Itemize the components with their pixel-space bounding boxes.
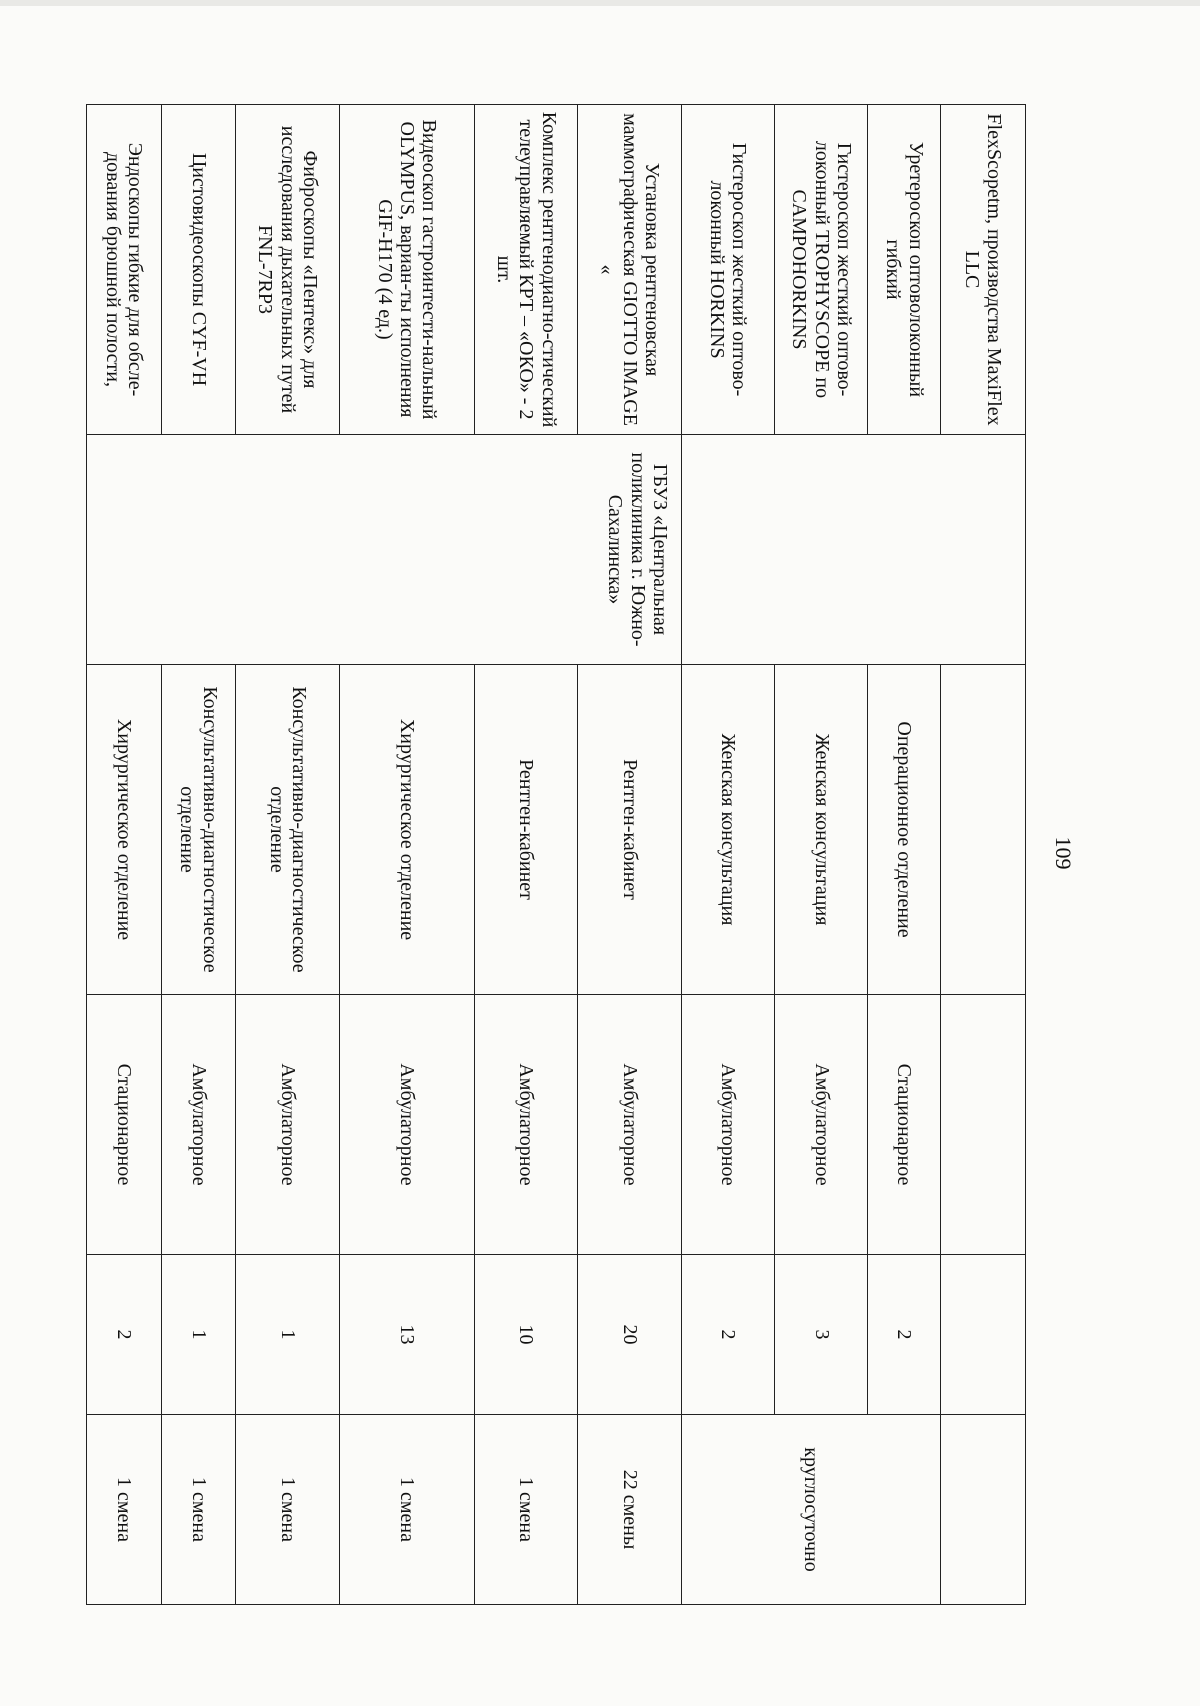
care-type-cell: Амбулаторное: [339, 995, 474, 1255]
page-number: 109: [1051, 836, 1076, 870]
department-cell: Консультативно-диагностическое отделение: [236, 665, 340, 995]
count-cell: 20: [578, 1255, 682, 1415]
table-row: [775, 105, 868, 1605]
table-row: [339, 105, 474, 1605]
shifts-cell: 1 смена: [339, 1415, 474, 1605]
care-type-cell: Амбулаторное: [236, 995, 340, 1255]
care-type-cell: Амбулаторное: [161, 995, 236, 1255]
table-row: [941, 105, 1026, 1605]
equipment-name-cell: Фиброскопы «Пентекс» для исследования дыхательных путей FNL-7RP3: [236, 105, 340, 435]
organization-cell: ГБУЗ «Центральная поликлиника г. Южно-Сахалинска»: [87, 435, 682, 665]
equipment-table: [86, 104, 1026, 1605]
count-cell: 10: [474, 1255, 578, 1415]
count-cell: 2: [681, 1255, 774, 1415]
department-cell: Хирургическое отделение: [339, 665, 474, 995]
department-cell: Хирургическое отделение: [87, 665, 162, 995]
department-cell: Рентген-кабинет: [578, 665, 682, 995]
equipment-name-cell: Видеоскоп гастроинтести-нальный OLYMPUS, вариан-ты исполнения GIF-H170 (4 ед.): [339, 105, 474, 435]
care-type-cell: Амбулаторное: [775, 995, 868, 1255]
shifts-cell: [941, 1415, 1026, 1605]
count-cell: 2: [868, 1255, 941, 1415]
department-cell: Рентген-кабинет: [474, 665, 578, 995]
equipment-name-cell: FlexScopetm, производства MaxiFlex LLC: [941, 105, 1026, 435]
care-type-cell: Стационарное: [87, 995, 162, 1255]
equipment-name-cell: Установка рентгеновская маммографическая GIOTTO IMAGE «: [578, 105, 682, 435]
table-row: [87, 105, 162, 1605]
care-type-cell: Стационарное: [868, 995, 941, 1255]
department-cell: Женская консультация: [775, 665, 868, 995]
count-cell: 1: [236, 1255, 340, 1415]
count-cell: 1: [161, 1255, 236, 1415]
equipment-name-cell: Уретероскоп оптоволоконный гибкий: [868, 105, 941, 435]
department-cell: Консультативно-диагностическое отделение: [161, 665, 236, 995]
care-type-cell: [941, 995, 1026, 1255]
shifts-cell: 1 смена: [87, 1415, 162, 1605]
equipment-name-cell: Цистовидеоскопы CYF-VH: [161, 105, 236, 435]
shifts-cell: 1 смена: [474, 1415, 578, 1605]
table-row: [868, 105, 941, 1605]
equipment-name-cell: Гистероскоп жесткий оптово-локонный TROPHYSCOPE по CAMPOHORKINS: [775, 105, 868, 435]
count-cell: 3: [775, 1255, 868, 1415]
shifts-cell: 1 смена: [236, 1415, 340, 1605]
table-row: [474, 105, 578, 1605]
table-row: [161, 105, 236, 1605]
care-type-cell: Амбулаторное: [474, 995, 578, 1255]
shifts-cell: 22 смены: [578, 1415, 682, 1605]
shifts-cell: круглосуточно: [681, 1415, 940, 1605]
department-cell: [941, 665, 1026, 995]
care-type-cell: Амбулаторное: [681, 995, 774, 1255]
equipment-table-wrapper: [86, 104, 1026, 1604]
equipment-name-cell: Гистероскоп жесткий оптово-локонный HORKINS: [681, 105, 774, 435]
organization-cell: [681, 435, 1025, 665]
count-cell: 13: [339, 1255, 474, 1415]
count-cell: [941, 1255, 1026, 1415]
department-cell: Женская консультация: [681, 665, 774, 995]
count-cell: 2: [87, 1255, 162, 1415]
shifts-cell: 1 смена: [161, 1415, 236, 1605]
scan-edge: [0, 0, 1200, 6]
care-type-cell: Амбулаторное: [578, 995, 682, 1255]
equipment-name-cell: Комплекс рентгенодиагно-стический телеуправляемый КРТ – «ОКО» - 2 шт.: [474, 105, 578, 435]
table-row: [681, 105, 774, 1605]
department-cell: Операционное отделение: [868, 665, 941, 995]
table-row: [236, 105, 340, 1605]
table-row: [578, 105, 682, 1605]
equipment-name-cell: Эндоскопы гибкие для обсле-дования брюшной полости,: [87, 105, 162, 435]
